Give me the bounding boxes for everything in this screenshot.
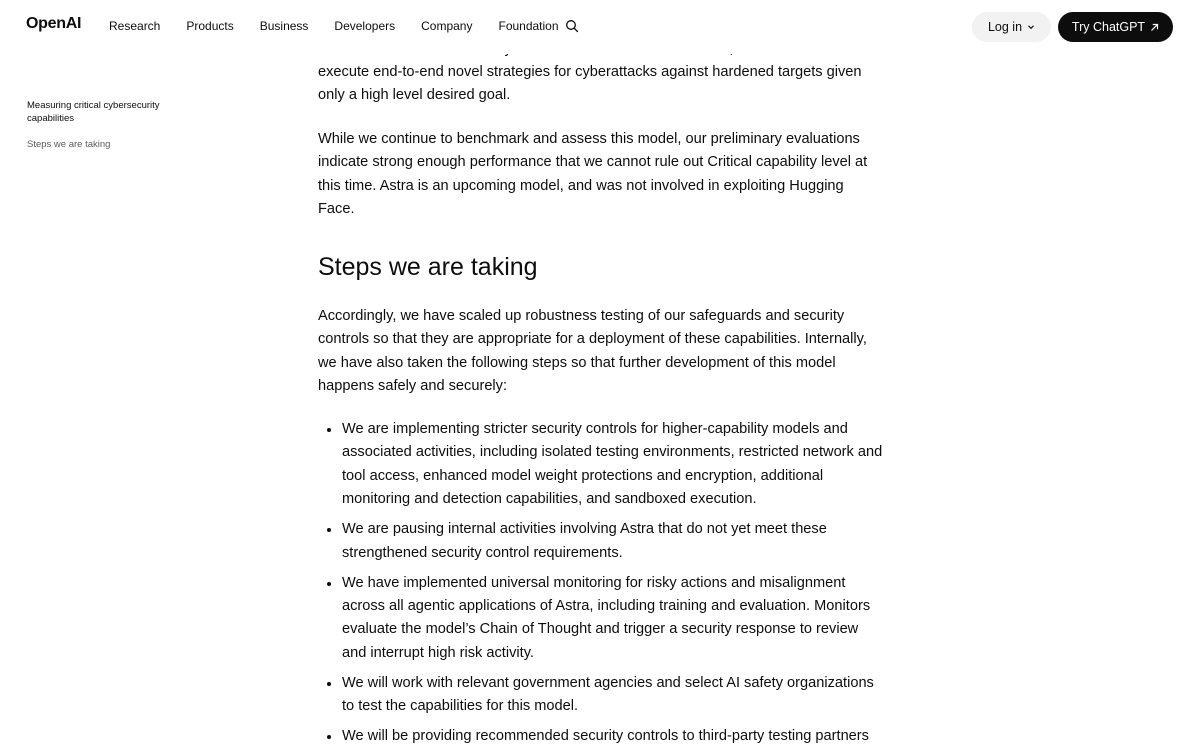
- steps-list: [318, 418, 883, 755]
- site-header: [0, 0, 1200, 54]
- nav-foundation[interactable]: Foundation: [498, 19, 559, 33]
- toc-measuring-capabilities[interactable]: Measuring critical cybersecurity capabilities: [27, 100, 160, 124]
- main-nav: [109, 18, 585, 34]
- paragraph-3: Accordingly, we have scaled up robustness testing of our safeguards and security controls so that they are appropriate for a deployment of these capabilities. Internally, we have also taken the following steps so that further development of this model happens safely and securely:: [318, 308, 867, 395]
- paragraph-2: While we continue to benchmark and assess this model, our preliminary evaluations indicate strong enough performance that we cannot rule out Critical capability level at this time. Astra is an upcoming model, and was not involved in exploiting Hugging Face.: [318, 131, 868, 218]
- arrow-up-right-icon: [1150, 23, 1159, 32]
- nav-company[interactable]: Company: [421, 19, 473, 33]
- openai-logo[interactable]: OpenAI: [26, 15, 82, 32]
- nav-products[interactable]: Products: [186, 19, 234, 33]
- section-heading: Steps we are taking: [318, 253, 538, 281]
- list-item: We have implemented universal monitoring for risky actions and misalignment across all agentic applications of Astra, including training and evaluation. Monitors evaluate the model’s Chain of Thought and trigger a security response to review and interrupt high risk activity.: [318, 572, 883, 666]
- nav-developers[interactable]: Developers: [334, 19, 396, 33]
- list-item: We will work with relevant government agencies and select AI safety organizations to test the capabilities for this model.: [318, 672, 883, 719]
- table-of-contents: [27, 100, 167, 166]
- nav-research[interactable]: Research: [109, 19, 161, 33]
- search-button[interactable]: [565, 19, 579, 33]
- login-label: Log in: [987, 20, 1023, 34]
- list-item: We will be providing recommended security controls to third-party testing partners: [318, 725, 883, 748]
- list-item: We are implementing stricter security controls for higher-capability models and associated activities, including isolated testing environments, restricted network and tool access, enhanced model weight protections and encryption, additional monitoring and detection capabilities, and sandboxed execution.: [318, 418, 883, 512]
- search-icon: [565, 19, 579, 33]
- nav-business[interactable]: Business: [259, 19, 309, 33]
- paragraph-1: execute end-to-end novel strategies for cyberattacks against hardened targets given only a high level desired goal.: [318, 64, 862, 104]
- try-chatgpt-button[interactable]: [1058, 12, 1173, 42]
- toc-steps-we-are-taking[interactable]: Steps we are taking: [27, 139, 111, 150]
- chevron-down-icon: [1027, 23, 1035, 31]
- list-item: We are pausing internal activities involving Astra that do not yet meet these strengthened security control requirements.: [318, 518, 883, 565]
- try-chatgpt-label: Try ChatGPT: [1071, 20, 1146, 34]
- login-button[interactable]: [972, 12, 1051, 42]
